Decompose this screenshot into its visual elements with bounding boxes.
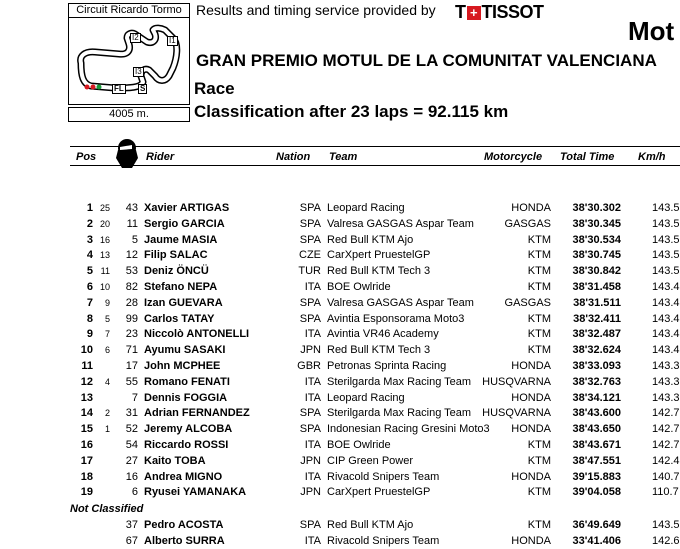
position: 17	[80, 454, 93, 467]
total-time: 38'30.302	[572, 202, 621, 214]
total-time: 38'32.624	[572, 344, 621, 357]
team-name: CarXpert PruestelGP	[327, 249, 431, 262]
team-name: Rivacold Snipers Team	[327, 535, 440, 547]
total-time: 38'43.600	[572, 407, 621, 420]
swiss-cross-icon: +	[467, 6, 481, 20]
rider-name: Ayumu SASAKI	[144, 344, 226, 357]
total-time: 39'15.883	[572, 470, 621, 483]
rider-name: Jaume MASIA	[144, 233, 218, 246]
grid-position: 11	[100, 266, 110, 277]
table-row	[0, 421, 680, 437]
rider-name: Pedro ACOSTA	[144, 519, 224, 531]
motorcycle: HUSQVARNA	[482, 407, 551, 420]
rider-number: 71	[125, 344, 138, 357]
motorcycle: KTM	[527, 439, 551, 451]
col-header-kmh: Km/h	[638, 151, 666, 163]
rider-name: Kaito TOBA	[144, 454, 206, 467]
table-row	[0, 311, 680, 327]
motorcycle: HONDA	[511, 391, 551, 404]
total-time: 38'31.511	[573, 296, 621, 309]
grid-position: 2	[104, 408, 110, 419]
total-time: 38'30.534	[572, 233, 621, 246]
total-time: 38'34.121	[572, 391, 621, 404]
table-row	[0, 342, 680, 358]
not-classified-label: Not Classified	[70, 503, 144, 515]
circuit-name: Circuit Ricardo Tormo	[68, 3, 190, 18]
motorcycle: HONDA	[511, 360, 551, 372]
classification-title: Classification after 23 laps = 92.115 km	[194, 102, 509, 121]
table-row	[0, 358, 680, 374]
nation: JPN	[300, 454, 321, 467]
position: 12	[80, 375, 93, 388]
nation: SPA	[299, 202, 321, 214]
rider-name: Dennis FOGGIA	[144, 391, 228, 404]
motorcycle: KTM	[527, 344, 551, 357]
rider-name: Jeremy ALCOBA	[144, 423, 233, 436]
motorcycle: GASGAS	[504, 296, 551, 309]
grid-position: 6	[104, 345, 110, 356]
rider-name: Xavier ARTIGAS	[144, 202, 230, 214]
nation: SPA	[299, 233, 321, 246]
table-row	[0, 247, 680, 263]
speed-kmh: 143.4	[652, 312, 680, 325]
team-name: CIP Green Power	[327, 454, 414, 467]
nation: SPA	[299, 217, 321, 230]
rider-name: Filip SALAC	[144, 249, 208, 262]
motorcycle: GASGAS	[504, 217, 551, 230]
table-row	[0, 484, 680, 500]
rider-name: Niccolò ANTONELLI	[144, 328, 250, 341]
speed-kmh: 143.4	[652, 281, 680, 293]
speed-kmh: 143.4	[652, 344, 680, 357]
header-rule-top	[70, 146, 680, 147]
position: 5	[86, 265, 93, 278]
speed-kmh: 140.7	[652, 470, 680, 483]
motorcycle: HONDA	[511, 470, 551, 483]
rider-number: 16	[125, 470, 138, 483]
position: 7	[86, 296, 93, 309]
table-row	[0, 405, 680, 421]
rider-name: Adrian FERNANDEZ	[144, 407, 250, 420]
team-name: Red Bull KTM Ajo	[327, 233, 414, 246]
rider-name: Izan GUEVARA	[144, 296, 223, 309]
table-row	[0, 216, 680, 232]
nation: CZE	[299, 249, 321, 262]
nation: SPA	[299, 519, 321, 531]
rider-name: Deniz ÖNCÜ	[144, 265, 209, 278]
rider-number: 7	[131, 391, 138, 404]
position: 11	[81, 360, 93, 372]
motorcycle: HUSQVARNA	[482, 375, 551, 388]
team-name: Petronas Sprinta Racing	[327, 360, 447, 372]
table-row	[0, 533, 680, 549]
map-label-i1: I1	[169, 36, 176, 45]
speed-kmh: 143.5	[652, 249, 680, 262]
motorcycle: KTM	[527, 454, 551, 467]
total-time: 38'30.842	[572, 265, 621, 278]
table-row	[0, 453, 680, 469]
total-time: 38'30.345	[572, 217, 621, 230]
team-name: Valresa GASGAS Aspar Team	[327, 296, 474, 309]
total-time: 33'41.406	[572, 535, 621, 547]
total-time: 38'32.487	[572, 328, 621, 341]
motorcycle: KTM	[527, 328, 551, 341]
table-row	[0, 200, 680, 216]
rider-number: 5	[131, 233, 138, 246]
col-header-total-time: Total Time	[560, 151, 615, 163]
team-name: Rivacold Snipers Team	[327, 470, 440, 483]
tissot-prefix: T	[455, 2, 466, 22]
position: 16	[80, 439, 93, 451]
position: 8	[86, 312, 93, 325]
rider-number: 52	[125, 423, 138, 436]
table-row	[0, 279, 680, 295]
speed-kmh: 142.7	[652, 439, 680, 451]
rider-number: 17	[125, 360, 138, 372]
rider-number: 54	[125, 439, 138, 451]
motorcycle: HONDA	[511, 423, 551, 436]
rider-number: 99	[125, 312, 138, 325]
rider-name: Sergio GARCIA	[144, 217, 225, 230]
motorcycle: KTM	[527, 233, 551, 246]
position: 9	[86, 328, 93, 341]
position: 14	[80, 407, 93, 420]
position: 3	[86, 233, 93, 246]
grid-position: 4	[104, 376, 110, 387]
motorcycle: KTM	[527, 519, 551, 531]
position: 1	[86, 202, 93, 214]
track-outline-icon	[69, 18, 189, 104]
map-label-i2: I2	[132, 33, 139, 42]
grid-position: 16	[99, 234, 110, 245]
speed-kmh: 143.5	[652, 217, 680, 230]
rider-number: 27	[125, 454, 138, 467]
rider-name: Andrea MIGNO	[144, 470, 223, 483]
position: 15	[80, 423, 93, 436]
track-map	[68, 17, 190, 105]
team-name: BOE Owlride	[327, 439, 391, 451]
rider-name: John MCPHEE	[144, 360, 221, 372]
motorcycle: KTM	[527, 486, 551, 499]
rider-name: Carlos TATAY	[144, 312, 215, 325]
position: 10	[80, 344, 93, 357]
speed-kmh: 143.5	[652, 233, 680, 246]
col-header-motorcycle: Motorcycle	[484, 151, 543, 163]
session-title: Race	[194, 79, 235, 98]
col-header-pos: Pos	[76, 151, 97, 163]
total-time: 38'33.093	[572, 360, 621, 372]
motorcycle: KTM	[527, 281, 551, 293]
col-header-nation: Nation	[276, 151, 311, 163]
rider-helmet-icon	[114, 138, 140, 175]
nation: ITA	[304, 439, 321, 451]
team-name: Indonesian Racing Gresini Moto3	[327, 423, 490, 436]
grid-position: 20	[99, 218, 110, 229]
nation: JPN	[300, 344, 321, 357]
rider-name: Romano FENATI	[144, 375, 230, 388]
nation: SPA	[299, 407, 321, 420]
rider-number: 6	[131, 486, 138, 499]
grid-position: 10	[99, 282, 110, 292]
grid-position: 25	[99, 203, 110, 213]
speed-kmh: 143.3	[652, 375, 680, 388]
grid-position: 9	[104, 297, 110, 308]
position: 13	[80, 391, 93, 404]
map-label-i3: I3	[135, 67, 142, 76]
rider-number: 53	[125, 265, 138, 278]
map-label-s: S	[140, 84, 146, 93]
speed-kmh: 143.4	[652, 296, 680, 309]
grid-position: 7	[104, 329, 110, 340]
speed-kmh: 143.3	[652, 391, 680, 404]
position: 18	[80, 470, 93, 483]
team-name: Sterilgarda Max Racing Team	[327, 375, 472, 388]
team-name: Red Bull KTM Tech 3	[327, 265, 431, 278]
motorcycle: HONDA	[511, 202, 551, 214]
table-row	[0, 263, 680, 279]
col-header-team: Team	[329, 151, 358, 163]
nation: SPA	[299, 423, 321, 436]
position: 19	[80, 486, 93, 499]
nation: JPN	[300, 486, 321, 499]
motorcycle: HONDA	[511, 535, 551, 547]
speed-kmh: 143.5	[652, 265, 680, 278]
nation: ITA	[304, 535, 321, 547]
col-header-rider: Rider	[146, 151, 175, 163]
speed-kmh: 142.6	[652, 535, 680, 547]
total-time: 38'43.650	[572, 423, 621, 436]
nation: ITA	[304, 281, 321, 293]
total-time: 38'43.671	[572, 439, 621, 451]
table-row	[0, 437, 680, 453]
rider-number: 23	[125, 328, 138, 341]
rider-name: Ryusei YAMANAKA	[144, 486, 247, 499]
rider-number: 82	[125, 281, 138, 293]
total-time: 38'30.745	[572, 249, 621, 262]
rider-name: Stefano NEPA	[144, 281, 218, 293]
nation: ITA	[304, 328, 321, 341]
team-name: Avintia Esponsorama Moto3	[327, 312, 465, 325]
team-name: Leopard Racing	[327, 202, 405, 214]
total-time: 39'04.058	[572, 486, 621, 499]
speed-kmh: 143.4	[652, 328, 680, 341]
rider-number: 12	[125, 249, 138, 262]
total-time: 38'31.458	[572, 281, 621, 293]
team-name: BOE Owlride	[327, 281, 391, 293]
table-row	[0, 390, 680, 406]
nation: GBR	[297, 360, 321, 372]
speed-kmh: 143.3	[652, 360, 680, 372]
team-name: Red Bull KTM Tech 3	[327, 344, 431, 357]
speed-kmh: 142.7	[652, 423, 680, 436]
team-name: Sterilgarda Max Racing Team	[327, 407, 472, 420]
team-name: Valresa GASGAS Aspar Team	[327, 217, 474, 230]
total-time: 38'32.411	[573, 312, 621, 325]
total-time: 38'47.551	[572, 454, 621, 467]
grid-position: 13	[99, 250, 110, 261]
table-row	[0, 517, 680, 533]
team-name: CarXpert PruestelGP	[327, 486, 431, 499]
position: 4	[86, 249, 93, 262]
nation: ITA	[304, 375, 321, 388]
grid-position: 5	[104, 313, 110, 324]
speed-kmh: 142.4	[652, 454, 680, 467]
rider-number: 55	[125, 375, 138, 388]
rider-number: 31	[125, 407, 138, 420]
tissot-name: TISSOT	[481, 2, 544, 22]
speed-kmh: 110.7	[652, 486, 679, 499]
motorcycle: KTM	[527, 312, 551, 325]
position: 2	[86, 217, 93, 230]
rider-name: Riccardo ROSSI	[144, 439, 229, 451]
grid-position: 1	[104, 424, 110, 435]
motorcycle: KTM	[527, 249, 551, 262]
rider-name: Alberto SURRA	[144, 535, 225, 547]
team-name: Leopard Racing	[327, 391, 405, 404]
total-time: 36'49.649	[572, 519, 621, 531]
table-row	[0, 232, 680, 248]
header-rule-bottom	[70, 165, 680, 166]
nation: SPA	[299, 296, 321, 309]
total-time: 38'32.763	[572, 375, 621, 388]
rider-number: 43	[125, 202, 138, 214]
table-row	[0, 469, 680, 485]
speed-kmh: 143.5	[652, 519, 680, 531]
event-title: GRAN PREMIO MOTUL DE LA COMUNITAT VALENCIANA	[196, 51, 657, 70]
table-row	[0, 326, 680, 342]
team-name: Red Bull KTM Ajo	[327, 519, 414, 531]
timing-service-text: Results and timing service provided by	[196, 2, 436, 18]
rider-number: 37	[125, 519, 138, 531]
map-label-fl: FL	[114, 84, 124, 93]
rider-number: 67	[125, 535, 138, 547]
speed-kmh: 143.5	[652, 202, 680, 214]
rider-number: 28	[125, 296, 138, 309]
rider-number: 11	[126, 217, 138, 230]
table-row	[0, 295, 680, 311]
brand-title-partial: Mot	[628, 16, 675, 46]
speed-kmh: 142.7	[652, 407, 680, 420]
table-row	[0, 374, 680, 390]
circuit-length: 4005 m.	[68, 107, 190, 122]
motorcycle: KTM	[527, 265, 551, 278]
position: 6	[86, 281, 93, 293]
nation: ITA	[304, 391, 321, 404]
nation: SPA	[299, 312, 321, 325]
tissot-logo	[455, 2, 544, 23]
nation: ITA	[304, 470, 321, 483]
nation: TUR	[298, 265, 321, 278]
team-name: Avintia VR46 Academy	[327, 328, 439, 341]
